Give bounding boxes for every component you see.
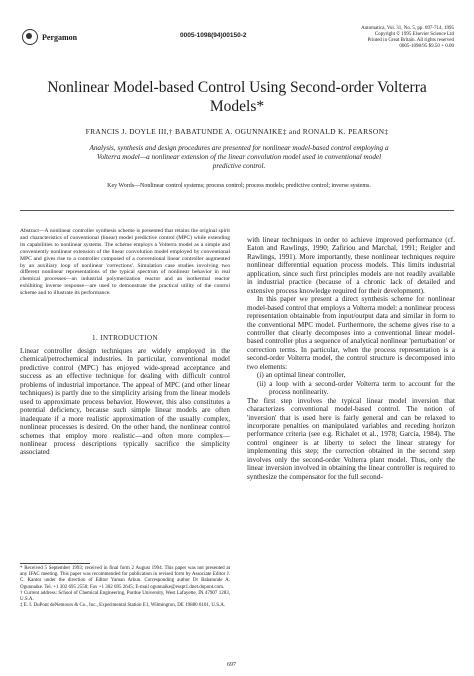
list-item: (ii) a loop with a second-order Volterra term to account for the process nonlinearity. (257, 379, 455, 397)
section-heading-introduction: 1. INTRODUCTION (92, 334, 158, 342)
author-list: FRANCIS J. DOYLE III,† BABATUNDE A. OGUNNAIKE‡ and RONALD K. PEARSON‡ (85, 127, 389, 136)
pergamon-logo-icon (22, 29, 38, 45)
summary: Analysis, synthesis and design procedures are presented for nonlinear model-based control employing a Volterra model—a nonlinear extension of the linear convolution model used in conventional model predictive control. (89, 144, 389, 170)
journal-info: Automatica, Vol. 31, No. 5, pp. 697-714, 1995 Copyright © 1995 Elsevier Science Ltd Printed in Great Britain. All rights reserved 0005-1098/95 $9.50 + 0.00 (361, 26, 454, 49)
paper-title: Nonlinear Model-based Control Using Second-order Volterra Models* (47, 79, 427, 115)
footnotes: * Received 5 September 1993; received in final form 2 August 1994. This paper was not presented at any IFAC meeting. This paper was recommended for publication in revised form by Associate Editor J. C. Kantor under the direction of Editor Yaman Arkun. Corresponding author Dr Babatunde A. Ogunnaike. Tel. +1 302 695 2550; Fax +1 302 695 2645; E-mail ogunnaike@esspt1.dnet.dupont.com. † Current address: School of Chemical Engineering, Purdue University, West Lafayette, IN 47907 1283, U.S.A. ‡ E. I. DuPont deNemours & Co., Inc., Experimental Station E1, Wilmington, DE 19880 0101, U.S.A. (20, 566, 230, 609)
header-divider (20, 210, 454, 211)
publisher-name: Pergamon (42, 32, 78, 42)
intro-column-left: Linear controller design techniques are widely employed in the chemical/petrochemical industries. In particular, conventional model predictive control (MPC) has enjoyed wide-spread acceptance and success as an effective technique for dealing with difficult control problems of industrial importance. The appeal of MPC (and other linear techniques) is partly due to the simplicity arising from the linear models used to approximate process behavior. However, this also constitutes a potential deficiency, because such simple linear models are often inadequate if a more realistic approximation of the usually complex, nonlinear processes is desired. On the other hand, the nonlinear control schemes that employ more realistic—and often more complex—nonlinear process descriptions typically sacrifice the simplicity associated (20, 347, 230, 457)
list-item: (i) an optimal linear controller, (257, 371, 346, 380)
paragraph-continuation: with linear techniques in order to achieve improved performance (cf. Eaton and Rawlings, 1990; Zafiriou and Marchal, 1991; Reigler and Rawlings, 1991). More importantly, these nonlinear techniques require nonlinear differential equation process models. This limits industrial application, since such first principles models are not readily available in industrial practice (because of a chronic lack of detailed and extensive process knowledge required for their development). (247, 236, 455, 295)
intro-column-right (247, 236, 455, 481)
page-number: 697 (227, 662, 236, 668)
publisher-logo-block (22, 28, 112, 46)
footnote-divider (20, 563, 90, 564)
keywords: Key Words—Nonlinear control systems; process control; process models; predictive control; inverse systems. (107, 183, 371, 189)
abstract: Abstract—A nonlinear controller synthesis scheme is presented that retains the original spirit and characteristics of conventional (linear) model predictive control (MPC) while extending its capabilities to nonlinear systems. The scheme employs a Volterra model as a simple and conveniently nonlinear extension of the linear convolution model employed by conventional MPC and gives rise to a controller composed of a conventional linear controller augmented by an auxiliary loop of nonlinear 'corrections'. Simulation case studies involving two different nonlinear representations of the typical spectrum of nonlinear behavior in real chemical processes—an industrial polymerization reactor and an isothermal reactor exhibiting inverse response—are used to demonstrate the practical utility of the control scheme and to illustrate its performance. (20, 228, 230, 297)
paragraph-steps: The first step involves the typical linear model inversion that characterizes conventional model-based control. The notion of 'inversion' that is used here is fairly general and can be relaxed to incorporate penalties on manipulated variables and receding horizon performance criteria (see e.g. Richalet et al., 1978; García, 1984). The control engineer is at liberty to select the linear strategy for implementing this step; the correction obtained in the second step involves only the second-order Volterra plant model. Thus, only the linear inversion involved in obtaining the linear controller is required to synthesize the compensator for the full second- (247, 396, 455, 481)
paragraph-scheme: In this paper we present a direct synthesis scheme for nonlinear model-based control that employs a Volterra model: a nonlinear process representation obtainable from input/output data and similar in form to the conventional MPC model. Furthermore, the scheme gives rise to a controller that clearly decomposes into a conventional linear model-based controller plus a sequence of analytical nonlinear 'perturbation' or correction terms. In particular, when the process representation is a second-order Volterra model, the control structure is decomposed into two elements: (247, 295, 455, 371)
issn-code: 0005-1098(94)00150-2 (180, 32, 247, 39)
